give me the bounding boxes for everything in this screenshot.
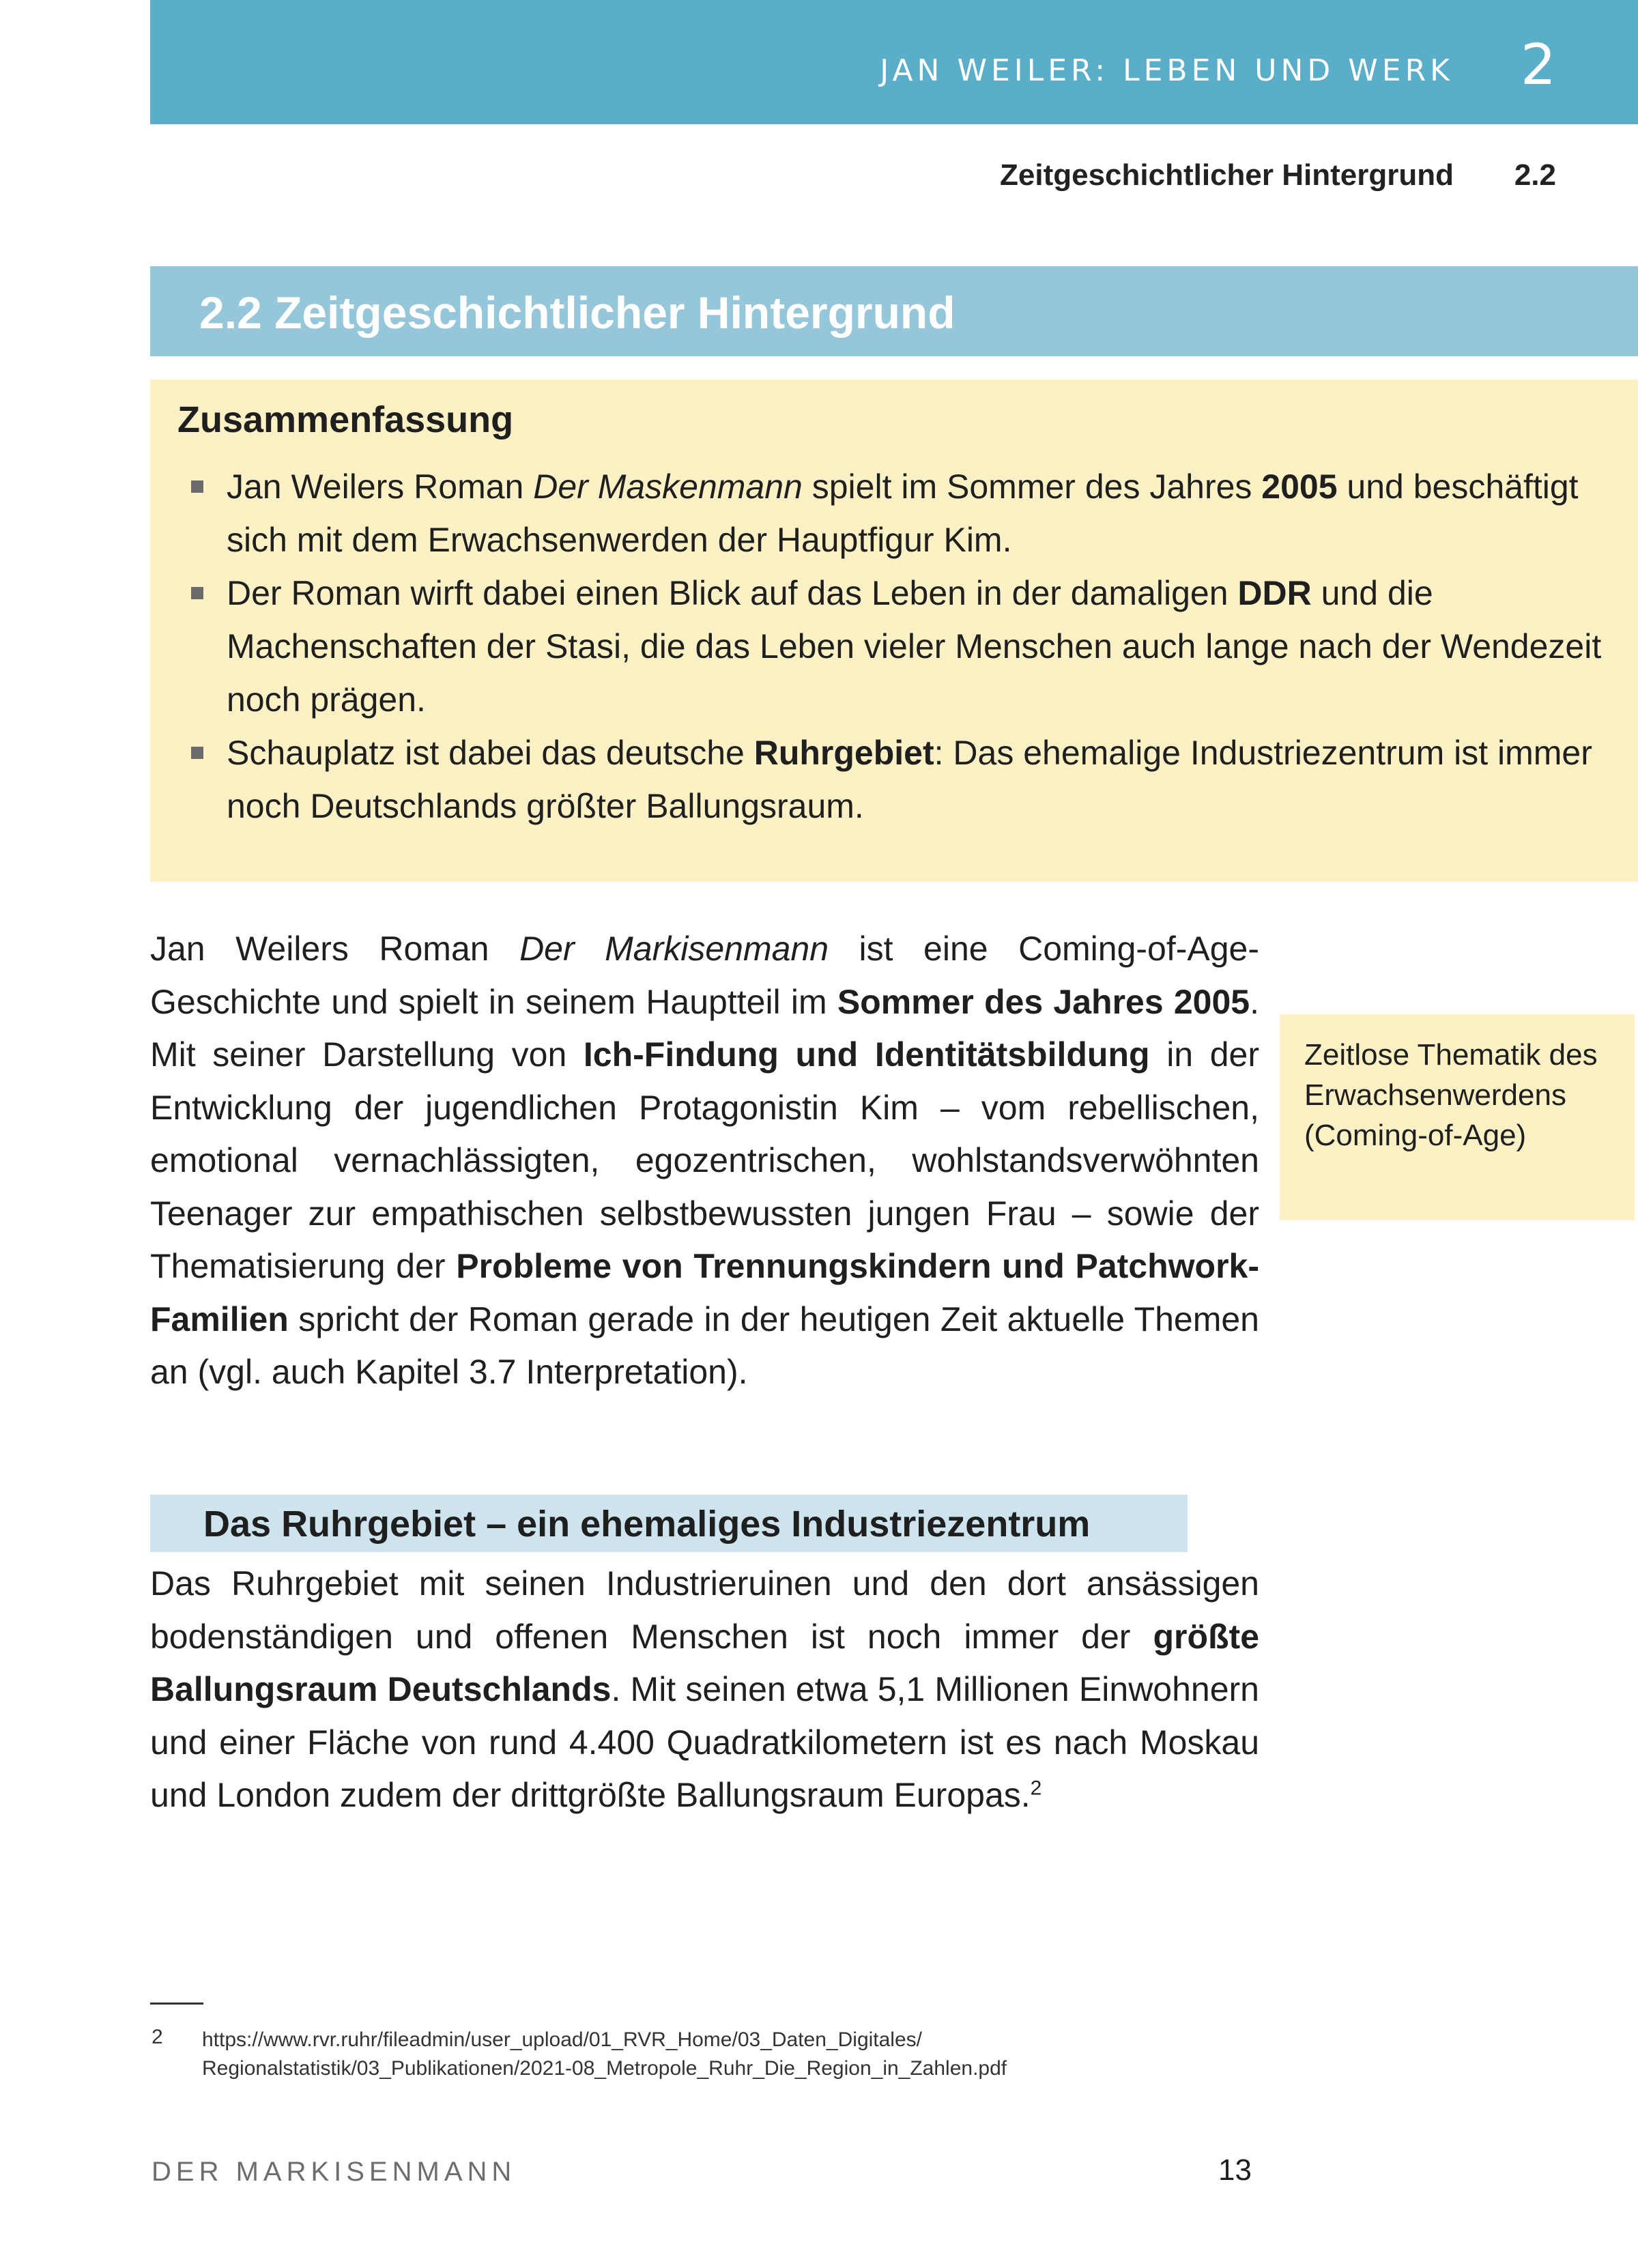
subsection-heading-text: Das Ruhrgebiet – ein ehemaliges Industriezentrum xyxy=(203,1504,1091,1545)
summary-item xyxy=(177,726,1604,833)
bullet-square-icon xyxy=(191,747,203,759)
footnote-text[interactable]: https://www.rvr.ruhr/fileadmin/user_upload/01_RVR_Home/03_Daten_Digitales/ Regionalstatistik/03_Publikationen/2021-08_Metropole_Ruhr_Die_Region_in_Zahlen.pdf xyxy=(202,2028,1007,2080)
body-paragraph xyxy=(150,1558,1259,1822)
summary-item-text: spielt im Sommer des Jahres xyxy=(802,468,1262,506)
paragraph-bold: Ich-Findung und Identitätsbildung xyxy=(583,1035,1150,1074)
summary-item-bold: 2005 xyxy=(1261,468,1338,506)
summary-item-text: Schauplatz ist dabei das deutsche xyxy=(227,734,754,772)
summary-item-text: und die Machenschaften der Stasi, die das Leben vieler Menschen auch lange nach der Wendezeit noch prägen. xyxy=(227,574,1602,719)
summary-item-text: : Das ehemalige Industriezentrum ist immer noch Deutschlands größter Ballungsraum. xyxy=(227,734,1592,825)
summary-box xyxy=(150,379,1638,882)
footnote-reference[interactable]: 2 xyxy=(1030,1777,1042,1800)
margin-note-text: Zeitlose Thematik des Erwachsenwerdens (Coming-of-Age) xyxy=(1304,1038,1598,1152)
summary-item-text: Der Roman wirft dabei einen Blick auf das Leben in der damaligen xyxy=(227,574,1238,612)
paragraph-text: spricht der Roman gerade in der heutigen Zeit aktuelle Themen an (vgl. auch Kapitel 3.7 Interpretation). xyxy=(150,1300,1259,1391)
summary-item-italic: Der Maskenmann xyxy=(533,468,803,506)
bullet-square-icon xyxy=(191,480,203,493)
paragraph-bold: Probleme von Trennungskindern und Patchwork-Familien xyxy=(150,1247,1259,1338)
subsection-heading xyxy=(150,1495,1188,1552)
margin-note xyxy=(1280,1014,1635,1220)
section-heading-text: 2.2 Zeitgeschichtlicher Hintergrund xyxy=(199,287,956,338)
chapter-number: 2 xyxy=(1520,33,1556,98)
body-paragraph xyxy=(150,923,1259,1399)
summary-title: Zusammenfassung xyxy=(177,399,514,440)
page-number: 13 xyxy=(1218,2153,1252,2187)
chapter-header-bar xyxy=(150,0,1638,124)
footnote-number: 2 xyxy=(152,2026,163,2048)
footer-book-title: DER MARKISENMANN xyxy=(152,2157,517,2187)
summary-item-bold: DDR xyxy=(1237,574,1312,612)
paragraph-bold: Sommer des Jahres 2005 xyxy=(837,982,1250,1021)
summary-item-text: Jan Weilers Roman xyxy=(227,468,534,506)
summary-item xyxy=(177,566,1604,726)
running-head: Zeitgeschichtlicher Hintergrund xyxy=(1000,158,1454,192)
paragraph-text: Das Ruhrgebiet mit seinen Industrieruinen und den dort ansässigen bodenständigen und offenen Menschen ist noch immer der xyxy=(150,1564,1259,1656)
paragraph-text: Jan Weilers Roman xyxy=(150,930,520,968)
paragraph-bold: größte Ballungsraum Deutschlands xyxy=(150,1617,1259,1708)
paragraph-text: ist eine Coming-of-Age-Geschichte und spielt in seinem Hauptteil im xyxy=(150,930,1259,1021)
paragraph-text: . Mit seinen etwa 5,1 Millionen Einwohnern und einer Fläche von rund 4.400 Quadratkilometern ist es nach Moskau und London zudem der drittgrößte Ballungsraum Europas. xyxy=(150,1670,1259,1814)
paragraph-text: in der Entwicklung der jugendlichen Protagonistin Kim – vom rebellischen, emotional vernachlässigten, egozentrischen, wohlstandsverwöhnten Teenager zur empathischen selbstbewussten jungen Frau – sowie der Thematisierung der xyxy=(150,1035,1260,1285)
paragraph-text: . Mit seiner Darstellung von xyxy=(150,982,1259,1074)
chapter-title: JAN WEILER: LEBEN UND WERK xyxy=(880,53,1454,88)
bullet-square-icon xyxy=(191,587,203,599)
section-heading xyxy=(150,266,1638,356)
footnote-divider xyxy=(150,2003,203,2005)
summary-list xyxy=(177,460,1604,833)
running-head-number: 2.2 xyxy=(1514,158,1556,192)
summary-item xyxy=(177,460,1604,566)
summary-item-bold: Ruhrgebiet xyxy=(753,734,934,772)
book-title-italic: Der Markisenmann xyxy=(519,930,829,968)
summary-item-text: und beschäftigt sich mit dem Erwachsenwerden der Hauptfigur Kim. xyxy=(227,468,1579,559)
